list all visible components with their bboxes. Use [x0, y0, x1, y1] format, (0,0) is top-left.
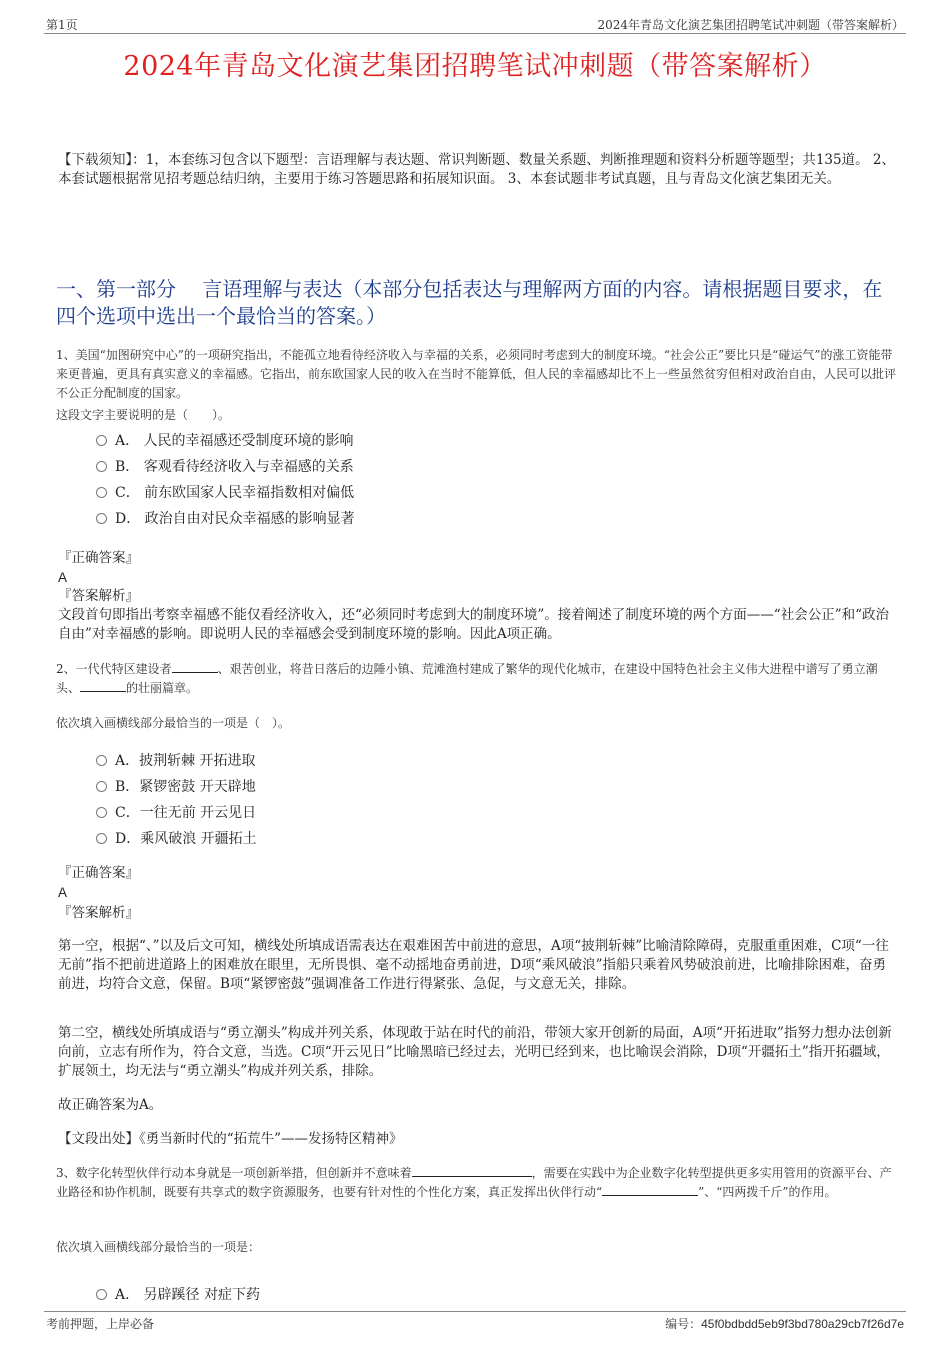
radio-icon[interactable] [96, 461, 107, 472]
section-heading: 一、第一部分 言语理解与表达（本部分包括表达与理解两方面的内容。请根据题目要求，在四个选项中选出一个最恰当的答案。） [56, 277, 883, 328]
question-1-ask: 这段文字主要说明的是（ ）。 [56, 408, 231, 422]
blank-line-2 [80, 691, 126, 692]
radio-icon[interactable] [96, 513, 107, 524]
radio-icon[interactable] [96, 833, 107, 844]
header-doc-title: 2024年青岛文化演艺集团招聘笔试冲刺题（带答案解析） [597, 18, 904, 32]
radio-icon[interactable] [96, 435, 107, 446]
question-1-option-c[interactable]: C． 前东欧国家人民幸福指数相对偏低 [96, 482, 354, 502]
question-2-conclusion: 故正确答案为A。 [58, 1097, 163, 1113]
blank-line-1 [172, 672, 218, 673]
footer-divider [44, 1311, 906, 1312]
radio-icon[interactable] [96, 755, 107, 766]
question-2-option-b[interactable]: B．紧锣密鼓 开天辟地 [96, 776, 256, 796]
question-1-option-b[interactable]: B． 客观看待经济收入与幸福感的关系 [96, 456, 354, 476]
blank-line-1 [412, 1176, 532, 1177]
radio-icon[interactable] [96, 781, 107, 792]
question-2-source: 【文段出处】《勇当新时代的“拓荒牛”——发扬特区精神》 [58, 1131, 403, 1147]
question-1-answer: A [58, 570, 68, 585]
question-1-option-a[interactable]: A． 人民的幸福感还受制度环境的影响 [96, 430, 354, 450]
question-2-analysis-label: 『答案解析』 [58, 905, 139, 921]
question-2-answer-label: 『正确答案』 [58, 865, 139, 881]
question-1-analysis: 文段首句即指出考察幸福感不能仅看经济收入，还“必须同时考虑到大的制度环境”。接着阐述了制度环境的两个方面——“社会公正”和“政治自由”对幸福感的影响。即说明人民的幸福感会受到制度环境的影响。因此A项正确。 [58, 607, 890, 642]
radio-icon[interactable] [96, 1289, 107, 1300]
radio-icon[interactable] [96, 807, 107, 818]
question-1-option-d[interactable]: D． 政治自由对民众幸福感的影响显著 [96, 508, 355, 528]
question-3-text: 3、数字化转型伙伴行动本身就是一项创新举措，但创新并不意味着 ，需要在实践中为企业数字化转型提供更多实用管用的资源平台、产业路径和协作机制，既要有共享式的数字资源服务，也要有针对性的个性化方案，真正发挥出伙伴行动“ ”、“四两拨千斤”的作用。 [56, 1166, 892, 1199]
question-1-answer-label: 『正确答案』 [58, 550, 139, 566]
question-2-ask: 依次填入画横线部分最恰当的一项是（ ）。 [56, 716, 291, 730]
question-2-option-a[interactable]: A．披荆斩棘 开拓进取 [96, 750, 256, 770]
question-2-option-c[interactable]: C．一往无前 开云见日 [96, 802, 256, 822]
question-2-analysis-paragraph-2: 第二空，横线处所填成语与“勇立潮头”构成并列关系，体现敢于站在时代的前沿，带领大家开创新的局面，A项“开拓进取”指努力想办法创新向前，立志有所作为，符合文意，当选。C项“开云见日”比喻黑暗已经过去，光明已经到来，也比喻误会消除，D项“开疆拓土”指开拓疆域，扩展领土，均无法与“勇立潮头”构成并列关系，排除。 [58, 1025, 892, 1079]
question-1-analysis-label: 『答案解析』 [58, 588, 139, 604]
question-2-text: 2、一代代特区建设者 、艰苦创业，将昔日落后的边陲小镇、荒滩渔村建成了繁华的现代化城市，在建设中国特色社会主义伟大进程中谱写了勇立潮头、 的壮丽篇章。 [56, 662, 878, 695]
question-2-answer: A [58, 885, 68, 900]
question-1-text: 1、美国“加图研究中心”的一项研究指出，不能孤立地看待经济收入与幸福的关系，必须同时考虑到大的制度环境。“社会公正”要比只是“碰运气”的涨工资能带来更普遍，更具有真实意义的幸福感。它指出，前东欧国家人民的收入在当时不能算低，但人民的幸福感却比不上一些虽然贫穷但相对政治自由，人民可以批评不公正分配制度的国家。 [56, 348, 897, 400]
header-divider [44, 33, 906, 34]
question-2-option-d[interactable]: D．乘风破浪 开疆拓土 [96, 828, 257, 848]
question-3-ask: 依次填入画横线部分最恰当的一项是： [56, 1240, 261, 1254]
page-number: 第1页 [46, 18, 78, 32]
footer-code: 编号：45f0bdbdd5eb9f3bd780a29cb7f26d7e [665, 1317, 904, 1331]
document-title: 2024年青岛文化演艺集团招聘笔试冲刺题（带答案解析） [123, 51, 827, 82]
download-notice: 【下载须知】：1，本套练习包含以下题型：言语理解与表达题、常识判断题、数量关系题、判断推理题和资料分析题等题型；共135道。 2、本套试题根据常见招考题总结归纳，主要用于练习答题思路和拓展知识面。 3、本套试题非考试真题，且与青岛文化演艺集团无关。 [58, 152, 895, 187]
radio-icon[interactable] [96, 487, 107, 498]
question-2-analysis-paragraph-1: 第一空，根据“、”以及后文可知，横线处所填成语需表达在艰难困苦中前进的意思，A项“披荆斩棘”比喻清除障碍，克服重重困难，C项“一往无前”指不把前进道路上的困难放在眼里，无所畏惧、毫不动摇地奋勇前进，D项“乘风破浪”指船只乘着风势破浪前进，比喻排除困难，奋勇前进，均符合文意，保留。B项“紧锣密鼓”强调准备工作进行得紧张、急促，与文意无关，排除。 [58, 938, 889, 992]
blank-line-2 [602, 1195, 698, 1196]
footer-slogan: 考前押题，上岸必备 [46, 1317, 155, 1331]
question-3-option-a[interactable]: A． 另辟蹊径 对症下药 [96, 1284, 260, 1304]
